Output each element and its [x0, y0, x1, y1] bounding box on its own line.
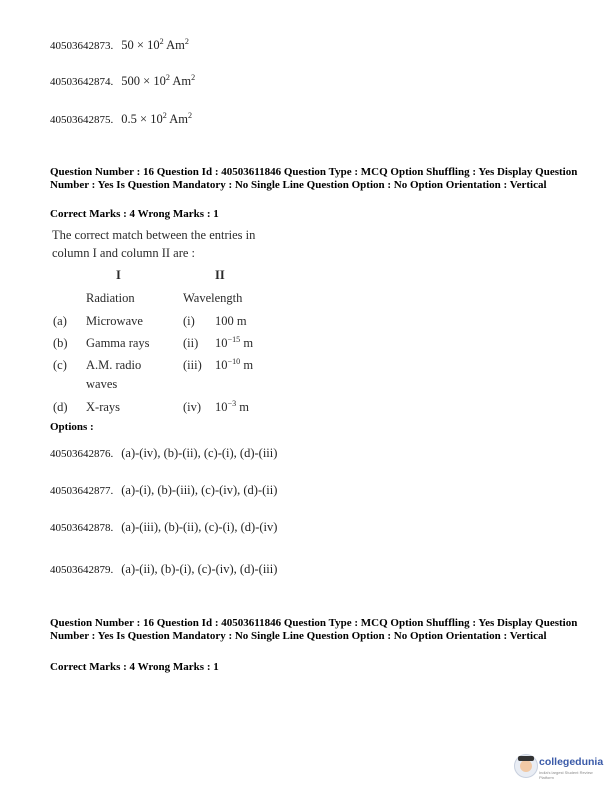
option-row[interactable]	[50, 560, 277, 578]
table-row-radiation-cont: waves	[86, 377, 118, 391]
option-id: 40503642873.	[50, 40, 114, 52]
option-id: 40503642874.	[50, 76, 114, 88]
table-row-wavelength: $10^{-15}$ m	[215, 334, 254, 350]
option-row	[50, 110, 192, 128]
table-row-roman: (iii)	[183, 358, 202, 372]
option-row[interactable]	[50, 481, 277, 499]
question-text-line-2: column I and column II are :	[52, 246, 196, 260]
option-text: (a)-(iii), (b)-(ii), (c)-(i), (d)-(iv)	[121, 520, 278, 534]
table-row-roman: (ii)	[183, 336, 199, 350]
option-row	[50, 36, 189, 54]
table-row-radiation: X-rays	[86, 400, 121, 414]
table-row-label: (c)	[53, 358, 67, 372]
option-row	[50, 72, 195, 90]
options-label: Options :	[50, 421, 94, 433]
option-value: $50 \times 10^2$ Am$^2$	[121, 36, 189, 52]
option-value: $0.5 \times 10^2$ Am$^2$	[121, 110, 192, 126]
option-id: 40503642878.	[50, 522, 114, 534]
table-row-wavelength: $10^{-3}$ m	[215, 398, 249, 414]
option-id: 40503642875.	[50, 114, 114, 126]
column-subheader-1: Radiation	[86, 291, 135, 305]
option-text: (a)-(iv), (b)-(ii), (c)-(i), (d)-(iii)	[121, 446, 278, 460]
option-row[interactable]	[50, 444, 277, 462]
option-text: (a)-(ii), (b)-(i), (c)-(iv), (d)-(iii)	[121, 562, 278, 576]
table-row-radiation: Gamma rays	[86, 336, 150, 350]
table-row-wavelength: $10^{-10}$ m	[215, 356, 254, 372]
question-marks: Correct Marks : 4 Wrong Marks : 1	[50, 208, 219, 220]
table-row-roman: (iv)	[183, 400, 202, 414]
option-text: (a)-(i), (b)-(iii), (c)-(iv), (d)-(ii)	[121, 483, 278, 497]
option-id: 40503642877.	[50, 485, 114, 497]
column-header-2: II	[215, 268, 225, 282]
mascot-icon	[514, 754, 538, 778]
question-header: Question Number : 16 Question Id : 40503611846 Question Type : MCQ Option Shuffling : Yes Display Question Number : Yes Is Question Mandatory : No Single Line Question Option : No Option Orientation : Vertical	[50, 166, 578, 191]
option-row[interactable]	[50, 518, 277, 536]
table-row-wavelength: 100 m	[215, 314, 247, 328]
table-row-radiation: Microwave	[86, 314, 143, 328]
logo-name: collegedunia	[539, 756, 604, 768]
column-subheader-2: Wavelength	[183, 291, 243, 305]
question-header: Question Number : 16 Question Id : 40503611846 Question Type : MCQ Option Shuffling : Yes Display Question Number : Yes Is Question Mandatory : No Single Line Question Option : No Option Orientation : Vertical	[50, 617, 578, 642]
column-header-1: I	[116, 268, 121, 282]
table-row-label: (d)	[53, 400, 68, 414]
option-id: 40503642876.	[50, 448, 114, 460]
logo-tagline: India's largest Student Review Platform	[539, 770, 593, 780]
question-text-line-1: The correct match between the entries in	[52, 228, 256, 242]
table-row-roman: (i)	[183, 314, 195, 328]
table-row-label: (a)	[53, 314, 67, 328]
table-row-label: (b)	[53, 336, 68, 350]
collegedunia-logo	[514, 754, 606, 786]
option-value: $500 \times 10^2$ Am$^2$	[121, 72, 196, 88]
question-marks: Correct Marks : 4 Wrong Marks : 1	[50, 661, 219, 673]
option-id: 40503642879.	[50, 564, 114, 576]
table-row-radiation: A.M. radio	[86, 358, 142, 372]
